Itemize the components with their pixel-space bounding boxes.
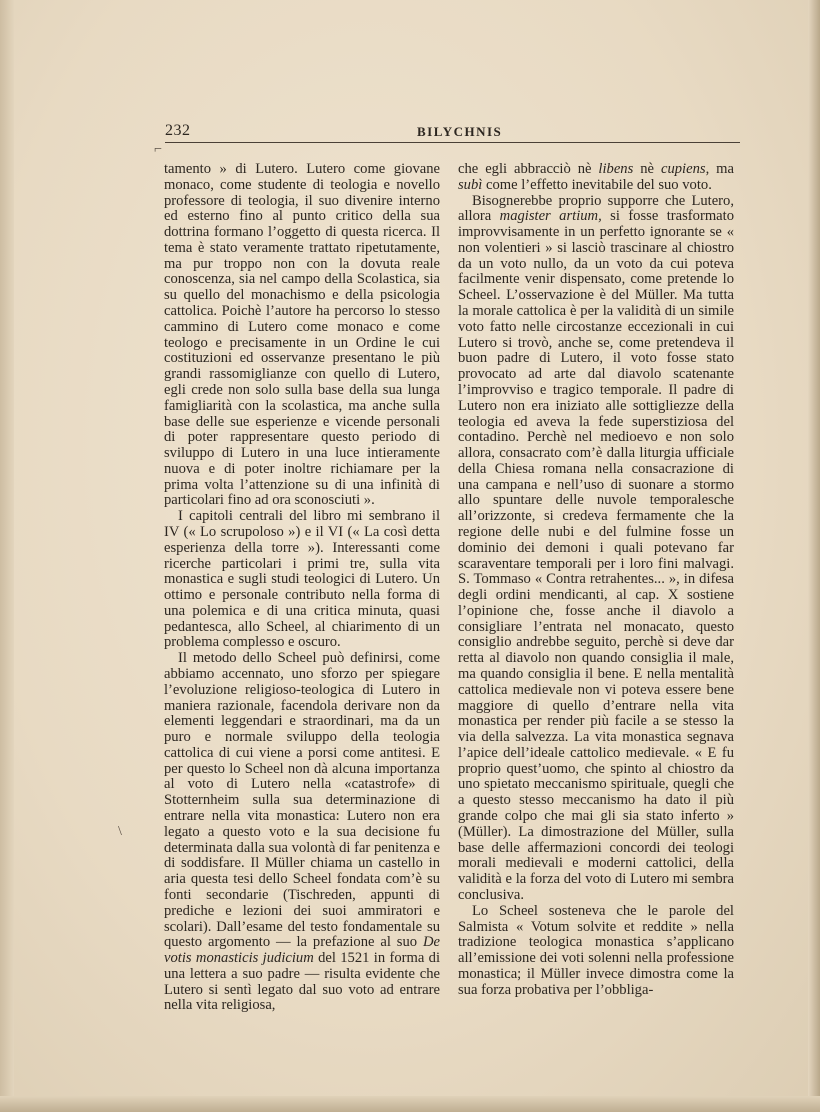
text-run: Bisognerebbe proprio supporre che Lutero, allora <box>458 192 734 225</box>
italic-title: De votis monasticis judicium <box>164 934 440 967</box>
text-run: del 1521 in forma di una lettera a suo padre — risulta evidente che Lutero si sentì legato dal suo voto ad entrare nella vita religiosa, <box>164 950 440 1014</box>
italic-word: cupiens <box>660 161 706 177</box>
running-header <box>165 120 740 144</box>
paragraph <box>458 162 734 194</box>
text-run: nè <box>633 161 661 177</box>
text-run: si fosse trasformato improvvisamente in un perfetto ignorante se « non volentieri » si lasciò trascinare al chiostro da un voto nullo, da un voto da cui poteva facilmente venir dispensato, come pretende lo Scheel. L’osservazione è del Müller. Ma tutta la morale cattolica è per la validità di un simile voto fatto nelle circostanze eccezionali in cui Lutero si trovò, anche se, come pretendeva il buon padre di Lutero, il voto fosse stato provocato ad arte dal diavolo scatenante l’improvviso e tragico temporale. Il padre di Lutero non era iniziato alle sottigliezze della teologia ed aveva la fede superstiziosa del contadino. Perchè nel medioevo e non solo allora, consacrato com’è dalla liturgia ufficiale della Chiesa romana nella consacrazione di una campana e nell’uso di suonare a stormo allo spuntare delle nuvole temporalesche all’orizzonte, si credeva fermamente che la regione delle nubi e del fulmine fosse un dominio dei demoni i quali potevano far scaraventare temporali per i loro fini malvagi. S. Tommaso « Contra retrahentes... », in difesa degli ordini mendicanti, al cap. X sostiene l’opinione che, fosse anche il diavolo a consigliare l’entrata nel monacato, questo consiglio andrebbe seguito, perchè si deve dar retta al diavolo non quando consiglia il male, ma quando consiglia il bene. E nella mentalità cattolica medievale non vi poteva essere bene maggiore di quello d’entrare nella vita monastica per render più facile a se stesso la via della salvezza. La vita monastica segnava l’apice dell’ideale cattolico medievale. « E fu proprio quest’uomo, che spinto al chiostro da uno spietato meccanismo spirituale, quegli che a questo stesso meccanismo ha dato il più grande colpo che mai gli sia stato inferto » (Müller). La dimostrazione del Müller, sulla base delle affermazioni concordi dei teologi morali medievali e moderni cattolici, della validità e la forza del voto di Lutero mi sembra conclusiva. <box>458 208 734 903</box>
italic-phrase: magister artium, <box>499 208 602 225</box>
text-run: che egli abbracciò nè <box>458 161 599 177</box>
paragraph <box>458 194 734 904</box>
right-column <box>458 162 734 998</box>
margin-pencil-mark: \ <box>118 824 122 839</box>
text-run: come l’effetto inevitabile del suo voto. <box>482 176 712 193</box>
italic-word: libens <box>598 161 634 177</box>
paragraph <box>164 651 440 1014</box>
header-rule <box>165 142 740 143</box>
left-column <box>164 162 440 1014</box>
binding-edge <box>0 0 14 1112</box>
page-edge-right <box>808 0 820 1112</box>
text-run: Il metodo dello Scheel può definirsi, come abbiamo accennato, uno sforzo per spiegare l’evoluzione religioso-teologica di Lutero in maniera razionale, facendola derivare non da elementi leggendari e straordinari, ma da un puro e normale sviluppo della teologia cattolica di cui viene a porsi come antitesi. E per questo lo Scheel non dà alcuna importanza al voto di Lutero nella «catastrofe» di Stotternheim sulla sua determinazione di entrare nella vita monastica: Lutero non era legato a questo voto e la sua decisione fu determinata dalla sua volontà di far penitenza e di soddisfare. Il Müller chiama un castello in aria questa tesi dello Scheel fondata com’è su fonti secondarie (Tischreden, appunti di prediche e lezioni dei suoi ammiratori e scolari). Dall’esame del testo fondamentale su questo argomento — la prefazione al suo <box>164 650 440 951</box>
margin-pencil-mark: ⌐ <box>154 142 162 157</box>
italic-word: subì <box>458 176 483 193</box>
paragraph: I capitoli centrali del libro mi sembrano il IV (« Lo scrupoloso ») e il VI (« La così detta esperienza della torre »). Interessanti come ricerche particolari i primi tre, sulla vita monastica e sugli studi teologici di Lutero. Un ottimo e personale contributo nella forma di una polemica e di una critica minuta, quasi pedantesca, allo Scheel, al chiarimento di un problema complesso e oscuro. <box>164 508 440 651</box>
running-title: BILYCHNIS <box>417 124 503 139</box>
paragraph: Lo Scheel sosteneva che le parole del Salmista « Votum solvite et reddite » nella tradizione teologica monastica s’applicano all’emissione dei voti solenni nella professione monastica; il Müller invece dimostra come la sua forza probativa per l’obbliga- <box>458 902 734 998</box>
paragraph: tamento » di Lutero. Lutero come giovane monaco, come studente di teologia e novello professore di teologia, il suo divenire interno ed esterno fino al punto critico della sua dottrina formano l’oggetto di questa ricerca. Il tema è stato veramente trattato ripetutamente, ma pur troppo non con la dovuta reale conoscenza, sia nel campo della Scolastica, sia su quello del monachismo e della psicologia cattolica. Poichè l’autore ha percorso lo stesso cammino di Lutero come monaco e come teologo e precisamente in un Ordine le cui costituzioni ed osservanze presentano le più grandi rassomiglianze con quello di Lutero, egli crede non solo sulla base della sua lunga famigliarità con la scolastica, ma anche sulla base delle sue esperienze e vicende personali di poter rappresentare questo periodo di sviluppo di Lutero in una luce intieramente nuova e di poter inoltre richiamare per la prima volta l’attenzione su di una infinità di particolari fino ad ora sconosciuti ». <box>164 161 440 509</box>
page-edge-bottom <box>0 1096 820 1112</box>
page-number: 232 <box>165 122 191 139</box>
text-run: , ma <box>705 161 734 177</box>
